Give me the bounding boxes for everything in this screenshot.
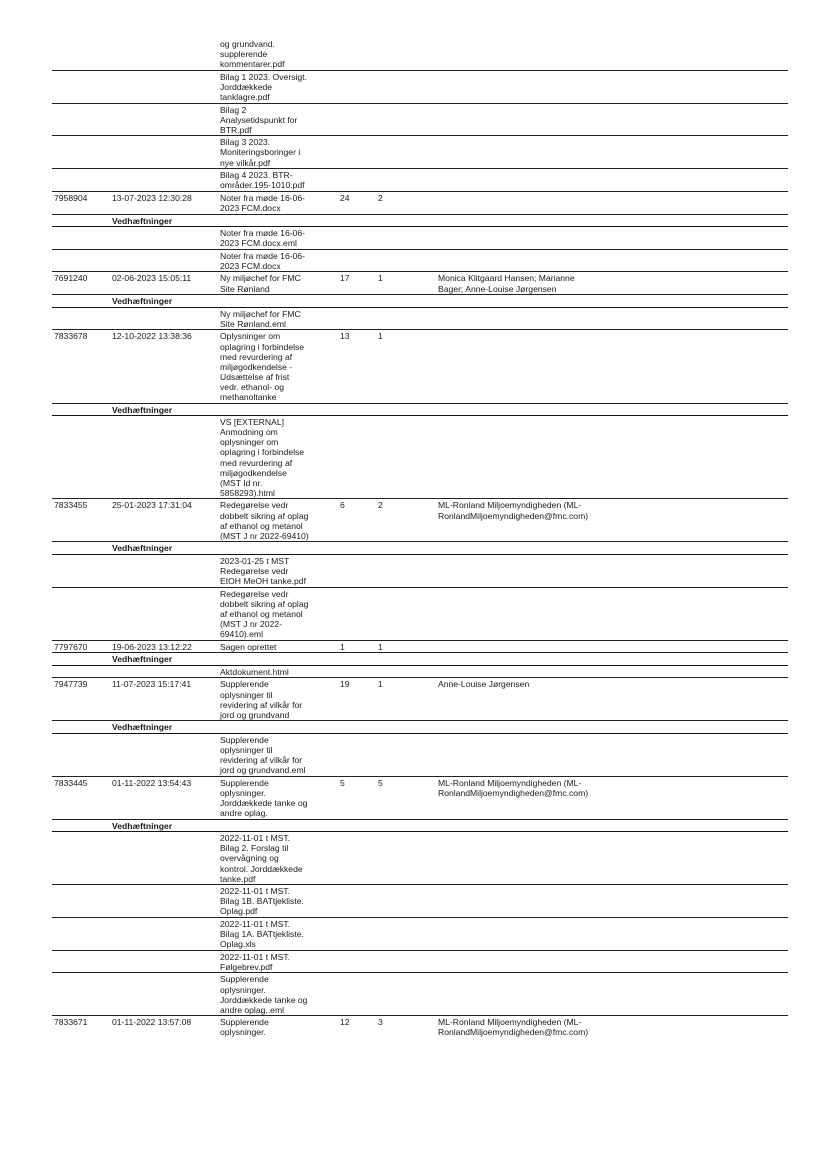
spacer (112, 71, 220, 73)
case-date: 01-11-2022 13:54:43 (112, 777, 192, 788)
case-title: Noter fra møde 16-06- 2023 FCM.docx (220, 192, 306, 213)
spacer (52, 215, 112, 217)
attachment-row (52, 308, 788, 331)
attachment-row (52, 555, 788, 588)
spacer (52, 542, 112, 544)
case-id: 7833445 (54, 777, 88, 788)
attachments-header (52, 404, 788, 417)
case-count-a: 17 (340, 273, 350, 284)
spacer (112, 885, 220, 887)
case-row (52, 330, 788, 403)
attachment-name: Bilag 3 2023. Moniteringsboringer i nye vilkår.pdf (220, 137, 301, 168)
attachments-label: Vedhæftninger (112, 296, 173, 307)
case-count-a: 5 (340, 777, 345, 788)
case-count-a: 12 (340, 1017, 350, 1028)
attachments-label: Vedhæftninger (112, 654, 173, 665)
attachment-name: 2022-11-01 t MST. Bilag 1A. BATtjekliste. Oplag.xls (220, 919, 304, 950)
attachment-row (52, 104, 788, 137)
spacer (112, 951, 220, 953)
case-id: 7833678 (54, 331, 88, 342)
spacer (112, 416, 220, 418)
attachment-name: Supplerende oplysninger. Jorddækkede tanke og andre oplag..eml (220, 974, 308, 1015)
spacer (52, 38, 112, 40)
spacer (52, 71, 112, 73)
case-count-b: 5 (378, 777, 383, 788)
attachment-name: 2022-11-01 t MST. Følgebrev.pdf (220, 951, 291, 972)
spacer (52, 555, 112, 557)
case-date: 02-06-2023 15:05:11 (112, 273, 192, 284)
case-date: 12-10-2022 13:38:36 (112, 331, 192, 342)
spacer (52, 885, 112, 887)
attachment-name: Noter fra møde 16-06- 2023 FCM.docx.eml (220, 228, 306, 249)
attachment-name: 2022-11-01 t MST. Bilag 2. Forslag til overvågning og kontrol. Jorddækkede tanke.pdf (220, 833, 303, 884)
case-count-a: 19 (340, 679, 350, 690)
case-id: 7691240 (54, 273, 88, 284)
attachment-row (52, 136, 788, 169)
case-count-a: 24 (340, 192, 350, 203)
spacer (52, 951, 112, 953)
attachment-row (52, 666, 788, 679)
spacer (52, 973, 112, 975)
case-id: 7833455 (54, 500, 88, 511)
case-date: 13-07-2023 12:30:28 (112, 192, 192, 203)
case-count-a: 13 (340, 331, 350, 342)
spacer (112, 104, 220, 106)
attachment-name: Aktdokument.html (220, 666, 289, 677)
spacer (52, 416, 112, 418)
attachments-label: Vedhæftninger (112, 404, 173, 415)
spacer (52, 104, 112, 106)
case-count-b: 2 (378, 192, 383, 203)
spacer (112, 136, 220, 138)
document-table (52, 38, 788, 1038)
spacer (52, 169, 112, 171)
case-id: 7958904 (54, 192, 88, 203)
case-count-b: 2 (378, 500, 383, 511)
spacer (52, 721, 112, 723)
spacer (52, 295, 112, 297)
spacer (52, 653, 112, 655)
spacer (112, 250, 220, 252)
spacer (112, 734, 220, 736)
spacer (112, 308, 220, 310)
case-row (52, 192, 788, 215)
case-date: 11-07-2023 15:17:41 (112, 679, 192, 690)
spacer (112, 666, 220, 668)
attachment-name: 2022-11-01 t MST. Bilag 1B. BATtjekliste. Oplag.pdf (220, 886, 304, 917)
case-title: Sagen oprettet (220, 641, 277, 652)
case-row (52, 272, 788, 295)
case-title: Ny miljøchef for FMC Site Rønland (220, 273, 301, 294)
attachment-name: Bilag 1 2023. Oversigt. Jorddækkede tanklagre.pdf (220, 71, 307, 102)
case-row (52, 777, 788, 820)
attachments-label: Vedhæftninger (112, 722, 173, 733)
case-date: 01-11-2022 13:57:08 (112, 1017, 192, 1028)
attachments-header (52, 542, 788, 555)
case-recipients (438, 641, 638, 643)
case-row (52, 678, 788, 721)
spacer (112, 555, 220, 557)
attachment-name: og grundvand. supplerende kommentarer.pdf (220, 39, 285, 70)
spacer (112, 169, 220, 171)
attachment-row (52, 918, 788, 951)
case-recipients: ML-Ronland Miljoemyndigheden (ML- RonlandMiljoemyndigheden@fmc.com) (438, 777, 589, 798)
spacer (52, 250, 112, 252)
case-count-b: 1 (378, 641, 383, 652)
case-count-a: 1 (340, 641, 345, 652)
case-count-b: 1 (378, 273, 383, 284)
spacer (112, 38, 220, 40)
attachment-row (52, 885, 788, 918)
case-id: 7947739 (54, 679, 88, 690)
spacer (52, 918, 112, 920)
attachment-row (52, 832, 788, 885)
attachments-label: Vedhæftninger (112, 215, 173, 226)
spacer (52, 734, 112, 736)
spacer (52, 588, 112, 590)
attachments-label: Vedhæftninger (112, 543, 173, 554)
case-row (52, 1016, 788, 1038)
case-recipients: Monica Klitgaard Hansen; Marianne Bager; Anne-Louise Jørgensen (438, 273, 575, 294)
attachment-row (52, 734, 788, 777)
attachment-row (52, 169, 788, 192)
attachments-label: Vedhæftninger (112, 820, 173, 831)
attachment-name: 2023-01-25 t MST Redegørelse vedr EtOH MeOH tanke.pdf (220, 555, 306, 587)
spacer (112, 588, 220, 590)
attachment-row (52, 416, 788, 499)
spacer (52, 227, 112, 229)
case-date: 19-06-2023 13:12:22 (112, 641, 192, 652)
case-title: Oplysninger om oplagring i forbindelse med revurdering af miljøgodkendelse - Udsættelse af frist vedr. ethanol- og methanoltanke (220, 331, 305, 402)
case-date: 25-01-2023 17:31:04 (112, 500, 192, 511)
case-recipients: ML-Ronland Miljoemyndigheden (ML- RonlandMiljoemyndigheden@fmc.com) (438, 500, 589, 521)
attachment-row (52, 38, 788, 71)
spacer (52, 136, 112, 138)
attachment-name: Noter fra møde 16-06- 2023 FCM.docx (220, 250, 306, 271)
attachment-name: Redegørelse vedr dobbelt sikring af oplag af ethanol og metanol (MST J nr 2022- 69410).eml (220, 588, 309, 640)
case-id: 7833671 (54, 1017, 88, 1028)
spacer (112, 973, 220, 975)
attachment-name: Supplerende oplysninger til revidering af vilkår for jord og grundvand.eml (220, 734, 306, 776)
case-row (52, 499, 788, 542)
case-recipients: Anne-Louise Jørgensen (438, 679, 530, 690)
spacer (112, 227, 220, 229)
case-recipients (438, 192, 638, 194)
case-count-b: 1 (378, 331, 383, 342)
spacer (52, 832, 112, 834)
case-count-b: 3 (378, 1017, 383, 1028)
attachment-row (52, 227, 788, 250)
case-id: 7797670 (54, 641, 88, 652)
case-row (52, 641, 788, 654)
attachment-row (52, 71, 788, 104)
case-recipients: ML-Ronland Miljoemyndigheden (ML- RonlandMiljoemyndigheden@fmc.com) (438, 1017, 589, 1038)
case-title: Supplerende oplysninger. Jorddækkede tanke og andre oplag. (220, 777, 308, 819)
spacer (52, 666, 112, 668)
attachment-name: Ny miljøchef for FMC Site Rønland.eml (220, 308, 301, 329)
attachments-header (52, 721, 788, 734)
attachments-header (52, 820, 788, 833)
case-title: Redegørelse vedr dobbelt sikring af oplag af ethanol og metanol (MST J nr 2022-69410) (220, 500, 309, 541)
attachments-header (52, 215, 788, 228)
spacer (52, 308, 112, 310)
case-title: Supplerende oplysninger til revidering af vilkår for jord og grundvand (220, 679, 303, 720)
spacer (112, 918, 220, 920)
attachment-row (52, 951, 788, 974)
case-count-a: 6 (340, 500, 345, 511)
attachments-header (52, 653, 788, 666)
attachment-row (52, 973, 788, 1016)
case-title: Supplerende oplysninger. (220, 1017, 269, 1038)
case-recipients (438, 330, 638, 332)
attachment-row (52, 250, 788, 273)
attachment-name: VS [EXTERNAL] Anmodning om oplysninger om oplagring i forbindelse med revurdering af miljøgodkendelse (MST Id nr. 5858293).html (220, 417, 305, 498)
spacer (52, 404, 112, 406)
attachments-header (52, 295, 788, 308)
attachment-row (52, 588, 788, 641)
attachment-name: Bilag 2 Analysetidspunkt for BTR.pdf (220, 104, 298, 135)
attachment-name: Bilag 4 2023. BTR- områder.195-1010.pdf (220, 170, 305, 191)
spacer (112, 832, 220, 834)
spacer (52, 820, 112, 822)
case-count-b: 1 (378, 679, 383, 690)
